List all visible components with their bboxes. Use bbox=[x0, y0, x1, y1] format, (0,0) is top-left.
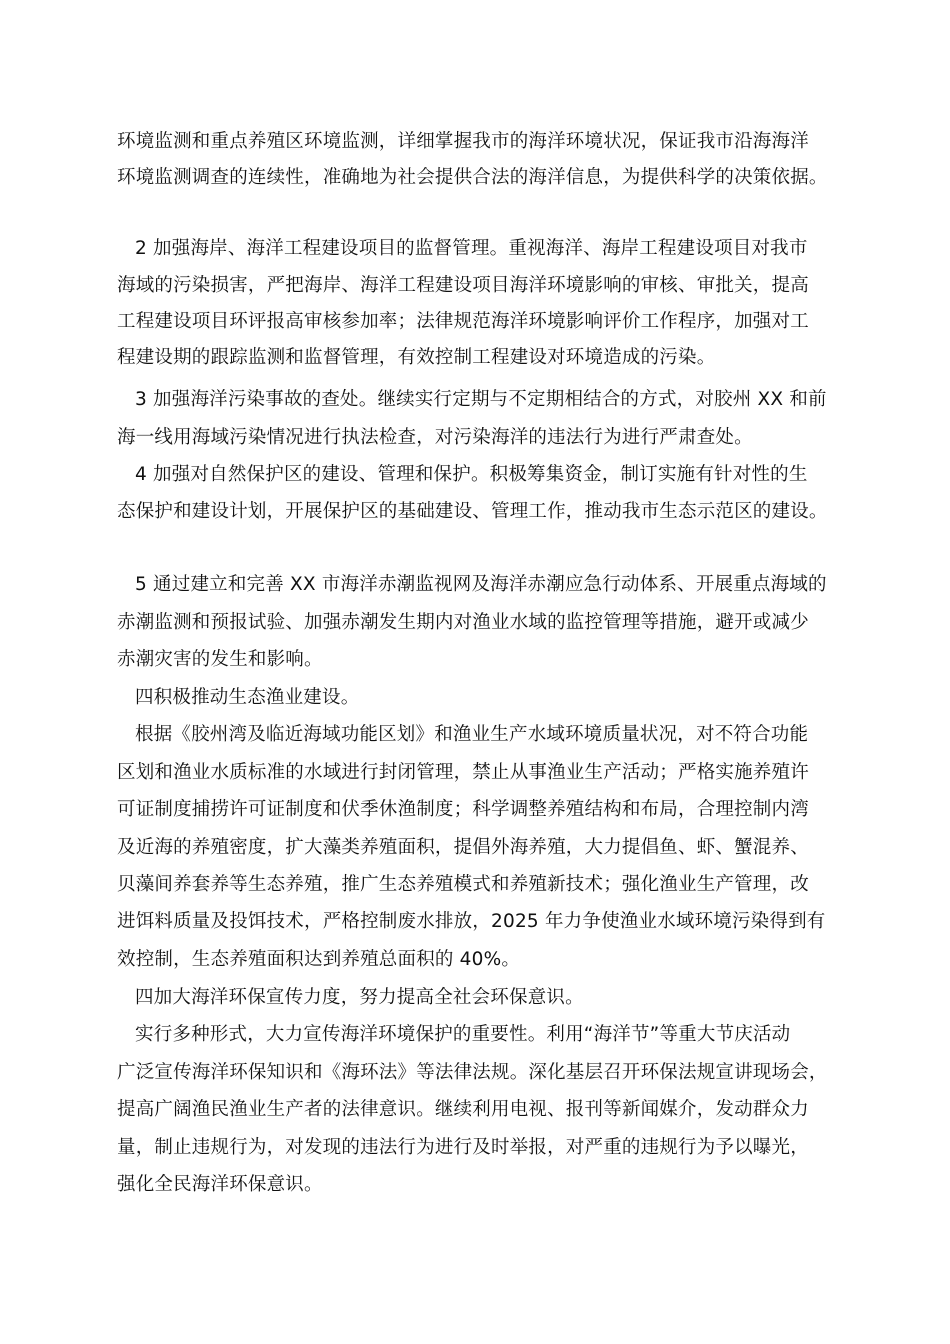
text-line: 环境监测和重点养殖区环境监测，详细掌握我市的海洋环境状况，保证我市沿海海洋 bbox=[117, 131, 809, 152]
text-line: 程建设期的跟踪监测和监督管理，有效控制工程建设对环境造成的污染。 bbox=[117, 347, 716, 368]
text-line: 2 加强海岸、海洋工程建设项目的监督管理。重视海洋、海岸工程建设项目对我市 bbox=[135, 238, 808, 259]
text-line: 根据《胶州湾及临近海域功能区划》和渔业生产水域环境质量状况，对不符合功能 bbox=[135, 724, 809, 745]
text-line: 提高广阔渔民渔业生产者的法律意识。继续利用电视、报刊等新闻媒介，发动群众力 bbox=[117, 1099, 809, 1120]
text-line: 工程建设项目环评报高审核参加率；法律规范海洋环境影响评价工作程序，加强对工 bbox=[117, 311, 809, 332]
text-line: 实行多种形式，大力宣传海洋环境保护的重要性。利用“海洋节”等重大节庆活动 bbox=[135, 1024, 791, 1045]
text-line: 强化全民海洋环保意识。 bbox=[117, 1174, 323, 1195]
text-line: 赤潮灾害的发生和影响。 bbox=[117, 649, 323, 670]
text-line: 3 加强海洋污染事故的查处。继续实行定期与不定期相结合的方式，对胶州 XX 和前 bbox=[135, 389, 827, 410]
text-line: 海域的污染损害，严把海岸、海洋工程建设项目海洋环境影响的审核、审批关，提高 bbox=[117, 275, 809, 296]
text-line: 进饵料质量及投饵技术，严格控制废水排放，2025 年力争使渔业水域环境污染得到有 bbox=[117, 911, 826, 932]
text-line: 5 通过建立和完善 XX 市海洋赤潮监视网及海洋赤潮应急行动体系、开展重点海域的 bbox=[135, 574, 827, 595]
text-line: 态保护和建设计划，开展保护区的基础建设、管理工作，推动我市生态示范区的建设。 bbox=[117, 501, 828, 522]
text-line: 环境监测调查的连续性，准确地为社会提供合法的海洋信息，为提供科学的决策依据。 bbox=[117, 167, 828, 188]
text-line: 可证制度捕捞许可证制度和伏季休渔制度；科学调整养殖结构和布局，合理控制内湾 bbox=[117, 799, 809, 820]
text-line: 贝藻间养套养等生态养殖，推广生态养殖模式和养殖新技术；强化渔业生产管理，改 bbox=[117, 874, 809, 895]
text-line: 赤潮监测和预报试验、加强赤潮发生期内对渔业水域的监控管理等措施，避开或减少 bbox=[117, 612, 809, 633]
section-heading: 四积极推动生态渔业建设。 bbox=[135, 687, 360, 708]
text-line: 4 加强对自然保护区的建设、管理和保护。积极筹集资金，制订实施有针对性的生 bbox=[135, 464, 808, 485]
text-line: 及近海的养殖密度，扩大藻类养殖面积，提倡外海养殖，大力提倡鱼、虾、蟹混养、 bbox=[117, 837, 809, 858]
text-line: 量，制止违规行为，对发现的违法行为进行及时举报，对严重的违规行为予以曝光， bbox=[117, 1137, 809, 1158]
text-line: 区划和渔业水质标准的水域进行封闭管理，禁止从事渔业生产活动；严格实施养殖许 bbox=[117, 762, 809, 783]
text-line: 海一线用海域污染情况进行执法检查，对污染海洋的违法行为进行严肃查处。 bbox=[117, 427, 753, 448]
text-line: 效控制，生态养殖面积达到养殖总面积的 40%。 bbox=[117, 949, 521, 970]
section-heading: 四加大海洋环保宣传力度，努力提高全社会环保意识。 bbox=[135, 987, 584, 1008]
text-line: 广泛宣传海洋环保知识和《海环法》等法律法规。深化基层召开环保法规宣讲现场会， bbox=[117, 1062, 828, 1083]
